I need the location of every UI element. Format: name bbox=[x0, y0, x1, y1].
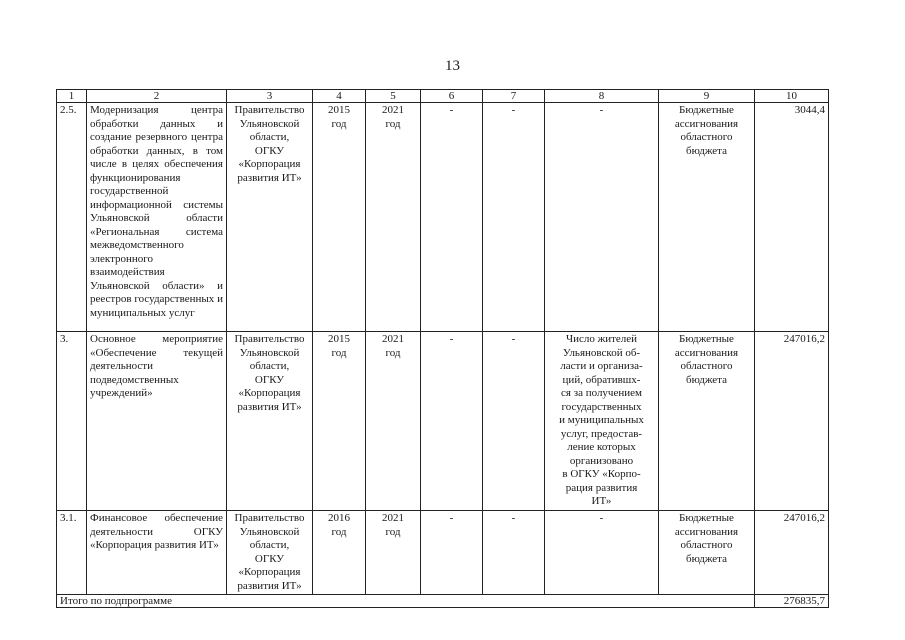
column-7-value: - bbox=[483, 332, 545, 511]
table-row bbox=[57, 511, 829, 595]
funding-source: Бюджетные ассигнования областного бюджета bbox=[659, 511, 755, 595]
amount: 247016,2 bbox=[755, 511, 829, 595]
table-row bbox=[57, 332, 829, 511]
header-cell: 9 bbox=[659, 90, 755, 103]
column-6-value: - bbox=[421, 103, 483, 332]
column-7-value: - bbox=[483, 511, 545, 595]
funding-source: Бюджетные ассигнования областного бюджета bbox=[659, 103, 755, 332]
end-year: 2021 год bbox=[366, 332, 421, 511]
subprogram-table bbox=[56, 89, 829, 608]
column-6-value: - bbox=[421, 332, 483, 511]
total-amount: 276835,7 bbox=[755, 595, 829, 608]
indicator: - bbox=[545, 103, 659, 332]
amount: 247016,2 bbox=[755, 332, 829, 511]
executor: Правительство Ульяновской области, ОГКУ «Корпорация развития ИТ» bbox=[227, 511, 313, 595]
header-cell: 2 bbox=[87, 90, 227, 103]
total-label: Итого по подпрограмме bbox=[57, 595, 755, 608]
row-number: 3. bbox=[57, 332, 87, 511]
start-year: 2015 год bbox=[313, 332, 366, 511]
indicator: - bbox=[545, 511, 659, 595]
header-cell: 8 bbox=[545, 90, 659, 103]
start-year: 2015 год bbox=[313, 103, 366, 332]
total-row bbox=[57, 595, 829, 608]
start-year: 2016 год bbox=[313, 511, 366, 595]
header-cell: 7 bbox=[483, 90, 545, 103]
end-year: 2021 год bbox=[366, 103, 421, 332]
funding-source: Бюджетные ассигнования областного бюджета bbox=[659, 332, 755, 511]
indicator: Число жителей Ульяновской об- ласти и организа- ций, обратившх- ся за получением государственных и муниципальных услуг, предостав- ление которых организовано в ОГКУ «Корпо- рация развития ИТ» bbox=[545, 332, 659, 511]
header-cell: 10 bbox=[755, 90, 829, 103]
header-cell: 3 bbox=[227, 90, 313, 103]
table-row bbox=[57, 103, 829, 332]
activity-name: Модернизация центра обработки данных и создание резервного центра обработки данных, в том числе в целях обеспечения функционирования государственной информационной системы Ульяновской области «Региональная система межведомственного электронного взаимодействия Ульяновской области» и реестров государственных и муниципальных услуг bbox=[87, 103, 227, 332]
header-cell: 5 bbox=[366, 90, 421, 103]
header-cell: 6 bbox=[421, 90, 483, 103]
header-cell: 1 bbox=[57, 90, 87, 103]
column-6-value: - bbox=[421, 511, 483, 595]
header-row bbox=[57, 90, 829, 103]
activity-name: Финансовое обеспечение деятельности ОГКУ «Корпорация развития ИТ» bbox=[87, 511, 227, 595]
executor: Правительство Ульяновской области, ОГКУ «Корпорация развития ИТ» bbox=[227, 332, 313, 511]
end-year: 2021 год bbox=[366, 511, 421, 595]
row-number: 2.5. bbox=[57, 103, 87, 332]
activity-name: Основное мероприятие «Обеспечение текущей деятельности подведомственных учреждений» bbox=[87, 332, 227, 511]
amount: 3044,4 bbox=[755, 103, 829, 332]
row-number: 3.1. bbox=[57, 511, 87, 595]
executor: Правительство Ульяновской области, ОГКУ «Корпорация развития ИТ» bbox=[227, 103, 313, 332]
column-7-value: - bbox=[483, 103, 545, 332]
header-cell: 4 bbox=[313, 90, 366, 103]
page-number: 13 bbox=[445, 58, 460, 74]
